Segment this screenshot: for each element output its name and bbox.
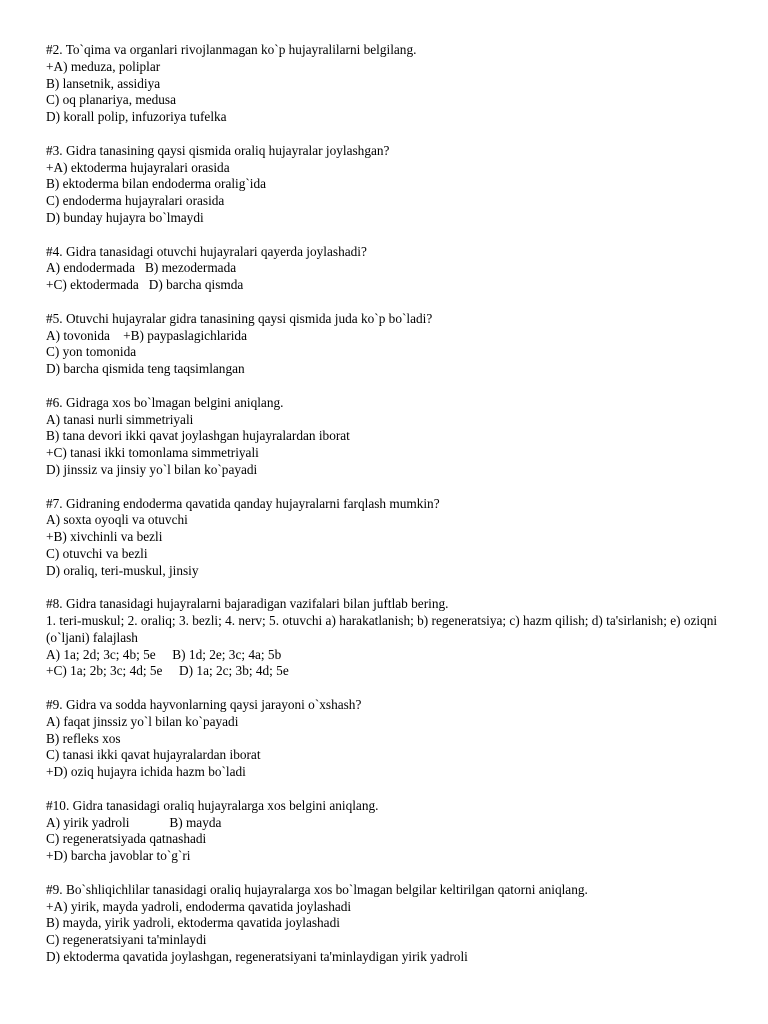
answer-option: D) oraliq, teri-muskul, jinsiy <box>46 562 199 578</box>
matching-items: 1. teri-muskul; 2. oraliq; 3. bezli; 4. nerv; 5. otuvchi a) harakatlanish; b) regeneratsiya; c) hazm qilish; d) ta'sirlanish; e) oziqni (o`ljani) falajlash <box>46 613 721 645</box>
question-text: #3. Gidra tanasining qaysi qismida oraliq hujayralar joylashgan? <box>46 142 390 158</box>
answer-option: C) endoderma hujayralari orasida <box>46 193 225 209</box>
answer-option: D) bunday hujayra bo`lmaydi <box>46 209 204 225</box>
answer-option: B) tana devori ikki qavat joylashgan hujayralardan iborat <box>46 428 350 444</box>
question-text: #10. Gidra tanasidagi oraliq hujayralarga xos belgini aniqlang. <box>46 797 379 813</box>
question-text: #2. To`qima va organlari rivojlanmagan ko`p hujayralilarni belgilang. <box>46 42 417 57</box>
answer-option: A) faqat jinssiz yo`l bilan ko`payadi <box>46 713 239 729</box>
answer-option: A) soxta oyoqli va otuvchi <box>46 512 188 528</box>
answer-option: B) mayda, yirik yadroli, ektoderma qavatida joylashadi <box>46 915 340 931</box>
answer-option: D) jinssiz va jinsiy yo`l bilan ko`payadi <box>46 461 258 477</box>
answer-option: C) tanasi ikki qavat hujayralardan iborat <box>46 747 261 763</box>
question-block <box>46 244 726 294</box>
answer-option: +A) meduza, poliplar <box>46 58 161 74</box>
answer-option: +C) tanasi ikki tomonlama simmetriyali <box>46 445 259 461</box>
answer-option: +A) ektoderma hujayralari orasida <box>46 159 230 175</box>
question-block <box>46 143 726 227</box>
answer-option: A) endodermada B) mezodermada <box>46 260 237 276</box>
question-text: #7. Gidraning endoderma qavatida qanday hujayralarni farqlash mumkin? <box>46 495 440 511</box>
answer-option: B) lansetnik, assidiya <box>46 75 161 91</box>
answer-option: +C) ektodermada D) barcha qismda <box>46 277 244 293</box>
question-text: #5. Otuvchi hujayralar gidra tanasining qaysi qismida juda ko`p bo`ladi? <box>46 310 433 326</box>
answer-option: +D) oziq hujayra ichida hazm bo`ladi <box>46 764 246 780</box>
question-block <box>46 596 726 680</box>
question-text: #9. Bo`shliqichlilar tanasidagi oraliq hujayralarga xos bo`lmagan belgilar keltirilgan qatorni aniqlang. <box>46 881 588 897</box>
answer-option: A) tovonida +B) paypaslagichlarida <box>46 327 247 343</box>
question-block <box>46 697 726 781</box>
question-block <box>46 395 726 479</box>
answer-option: D) ektoderma qavatida joylashgan, regeneratsiyani ta'minlaydigan yirik yadroli <box>46 949 468 965</box>
answer-option: D) korall polip, infuzoriya tufelka <box>46 109 227 125</box>
answer-option: +D) barcha javoblar to`g`ri <box>46 848 191 864</box>
answer-option: B) ektoderma bilan endoderma oralig`ida <box>46 176 267 192</box>
question-text: #6. Gidraga xos bo`lmagan belgini aniqlang. <box>46 394 284 410</box>
document-page <box>46 42 726 983</box>
answer-option: C) oq planariya, medusa <box>46 92 176 108</box>
question-block <box>46 798 726 865</box>
answer-option: C) regeneratsiyada qatnashadi <box>46 831 207 847</box>
question-text: #4. Gidra tanasidagi otuvchi hujayralari qayerda joylashadi? <box>46 243 367 259</box>
answer-option: C) yon tomonida <box>46 344 137 360</box>
question-text: #9. Gidra va sodda hayvonlarning qaysi jarayoni o`xshash? <box>46 697 362 713</box>
question-block <box>46 496 726 580</box>
answer-option: A) tanasi nurli simmetriyali <box>46 411 194 427</box>
question-block <box>46 882 726 966</box>
answer-option: +B) xivchinli va bezli <box>46 529 163 545</box>
answer-option: A) 1a; 2d; 3c; 4b; 5e B) 1d; 2e; 3c; 4a; 5b <box>46 646 282 662</box>
answer-option: A) yirik yadroli B) mayda <box>46 814 222 830</box>
answer-option: D) barcha qismida teng taqsimlangan <box>46 361 245 377</box>
question-block <box>46 311 726 378</box>
answer-option: C) otuvchi va bezli <box>46 545 148 561</box>
answer-option: +C) 1a; 2b; 3c; 4d; 5e D) 1a; 2c; 3b; 4d; 5e <box>46 663 289 679</box>
answer-option: C) regeneratsiyani ta'minlaydi <box>46 932 207 948</box>
question-block <box>46 42 726 126</box>
answer-option: B) refleks xos <box>46 730 121 746</box>
question-text: #8. Gidra tanasidagi hujayralarni bajaradigan vazifalari bilan juftlab bering. <box>46 596 449 612</box>
answer-option: +A) yirik, mayda yadroli, endoderma qavatida joylashadi <box>46 898 352 914</box>
